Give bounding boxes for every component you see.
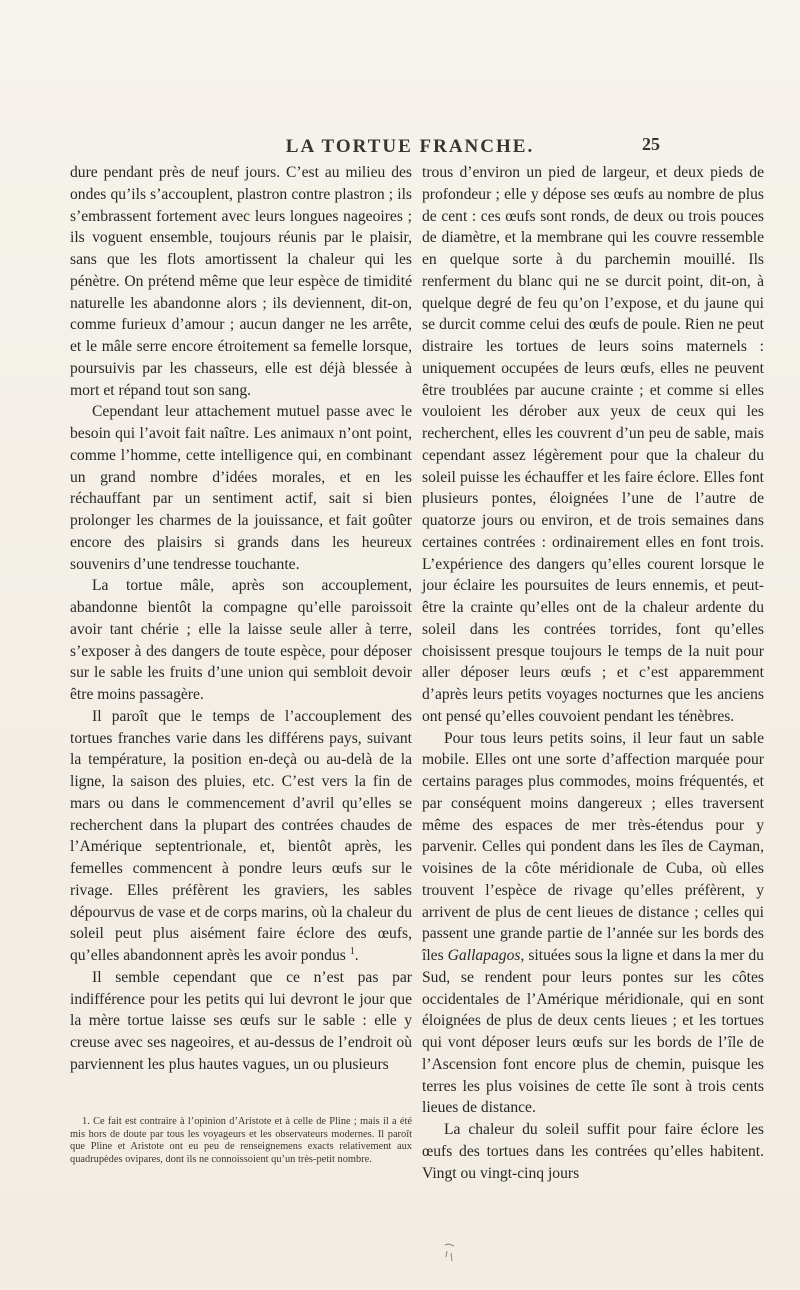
paragraph: dure pendant près de neuf jours. C’est au milieu des ondes qu’ils s’accouplent, plastron contre plastron ; ils s’embrassent fortement avec leurs longues nageoires ; ils voguent ensemble, toujours réunis par le plaisir, sans que les flots amortissent la chaleur qui les pénètre. On prétend même que leur espèce de timidité naturelle les abandonne alors ; ils deviennent, dit-on, comme furieux d’amour ; aucun danger ne les arrête, et le mâle serre encore étroitement sa femelle lorsque, poursuivis par les chasseurs, elle est déjà blessée à mort et répand tout son sang. [70,164,412,399]
paragraph [422,728,764,1120]
footnote-ref: 1. [82,1116,90,1127]
footnote [70,1116,412,1166]
page-number: 25 [642,134,660,154]
paragraph: Il paroît que le temps de l’accouplement des tortues franches varie dans les différens pays, suivant la température, la position en-deçà ou au-delà de la ligne, la saison des pluies, etc. C’est vers la fin de mars ou dans le commencement d’avril qu’elles se recherchent dans la plupart des contrées chaudes de l’Amérique septentrionale, et, bientôt après, les femelles commencent à pondre leurs œufs sur le rivage. Elles préfèrent les graviers, les sables dépourvus de vase et de corps marins, où la chaleur du soleil peut plus aisément faire éclore des œufs, qu’elles abandonnent après les avoir pondus $^1$. [70,707,412,964]
paragraph: Cependant leur attachement mutuel passe avec le besoin qui l’avoit fait naître. Les animaux n’ont point, comme l’homme, cette intelligence qui, en combinant un grand nombre d’idées morales, et en les réchauffant par un sentiment actif, sait si bien prolonger les charmes de la jouissance, et fait goûter encore des plaisirs si grands dans les heureux souvenirs d’une tendresse touchante. [70,403,412,573]
paragraph: trous d’environ un pied de largeur, et deux pieds de profondeur ; elle y dépose ses œufs au nombre de plus de cent : ces œufs sont ronds, de deux ou trois pouces de diamètre, et la membrane qui les couvre ressemble en quelque sorte à du parchemin mouillé. Ils renferment du blanc qui ne se durcit point, dit-on, à quelque degré de feu qu’on l’expose, et du jaune qui se durcit comme celui des œufs de poule. Rien ne peut distraire les tortues de leurs soins maternels : uniquement occupées de leurs œufs, elles ne peuvent être troublées par aucune crainte ; et comme si elles vouloient les dérober aux yeux de ceux qui les recherchent, elles les couvrent d’un peu de sable, mais cependant assez légèrement pour que la chaleur du soleil puisse les échauffer et les faire éclore. Elles font plusieurs pontes, éloignées l’une de l’autre de quatorze jours ou environ, et de trois semaines dans certaines contrées : ordinairement elles en font trois. L’expérience des dangers qu’elles courent lorsque le jour éclaire les poursuites de leurs ennemis, et peut-être la crainte qu’elles ont de la chaleur ardente du soleil dans les contrées torrides, font qu’elles choisissent presque toujours le temps de la nuit pour aller déposer leurs œufs ; et c’est apparemment d’après leurs petits voyages nocturnes que les anciens ont pensé qu’elles couvoient pendant les ténèbres. [422,164,764,725]
footnote-marker: 1 [349,945,355,957]
right-column [422,162,764,1184]
paragraph-text: Pour tous leurs petits soins, il leur faut un sable mobile. Elles ont une sorte d’affection marquée pour certains parages plus commodes, moins fréquentés, et par conséquent moins dangereux ; elles traversent même des espaces de mer très-étendus pour y parvenir. Celles qui pondent dans les îles de Cayman, voisines de la côte méridionale de Cuba, où elles trouvent l’espèce de rivage qu’elles préfèrent, y arrivent de plus de cent lieues de distance ; celles qui passent une grande partie de l’année sur les bords des îles [422,729,764,964]
footnote-text: Ce fait est contraire à l’opinion d’Aristote et à celle de Pline ; mais il a été mis hors de doute par tous les voyageurs et les observateurs modernes. Il paroît que Pline et Aristote ont eu peu de renseignemens exacts relativement aux quadrupèdes ovipares, dont ils ne connoissoient qu’un très-petit nombre. [70,1116,412,1165]
paragraph: La tortue mâle, après son accouplement, abandonne bientôt la compagne qu’elle paroissoit avoir tant chérie ; elle la laisse seule aller à terre, s’exposer à des dangers de toute espèce, pour déposer sur le sable les fruits d’une union qui sembloit devoir être moins passagère. [70,577,412,703]
paragraph-text: Il paroît que le temps de l’accouplement des tortues franches varie dans les différens pays, suivant la température, la position en-deçà ou au-delà de la ligne, la saison des pluies, etc. C’est vers la fin de mars ou dans le commencement d’avril qu’elles se recherchent dans la plupart des contrées chaudes de l’Amérique septentrionale, et, bientôt après, les femelles commencent à pondre leurs œufs sur le rivage. Elles préfèrent les graviers, les sables dépourvus de vase et de corps marins, où la chaleur du soleil peut plus aisément faire éclore des œufs, qu’elles abandonnent après les avoir pondus [70,707,412,964]
running-title: LA TORTUE FRANCHE. [285,136,535,157]
paragraph: Il semble cependant que ce n’est pas par indifférence pour les petits qui lui devront le jour que la mère tortue laisse ses œufs sur le sable : elle y creuse avec ses nageoires, et au-dessus de l’endroit où parviennent les plus hautes vagues, un ou plusieurs [70,968,412,1073]
printer-mark-icon [443,1243,457,1263]
paragraph: La chaleur du soleil suffit pour faire éclore les œufs des tortues dans les contrées qu’elles habitent. Vingt ou vingt-cinq jours [422,1121,764,1182]
paragraph-text-continued: , situées sous la ligne et dans la mer du Sud, se rendent pour leurs pontes sur les côtes occidentales de l’Amérique méridionale, qui en sont éloignées de plus de deux cents lieues ; et les tortues qui vont déposer leurs œufs sur les bords de l’île de l’Ascension font encore plus de chemin, puisque les terres les plus voisines de cette île sont à trois cents lieues de distance. [422,947,764,1117]
italic-place-name: Gallapagos [447,947,521,964]
left-column [70,162,412,1076]
